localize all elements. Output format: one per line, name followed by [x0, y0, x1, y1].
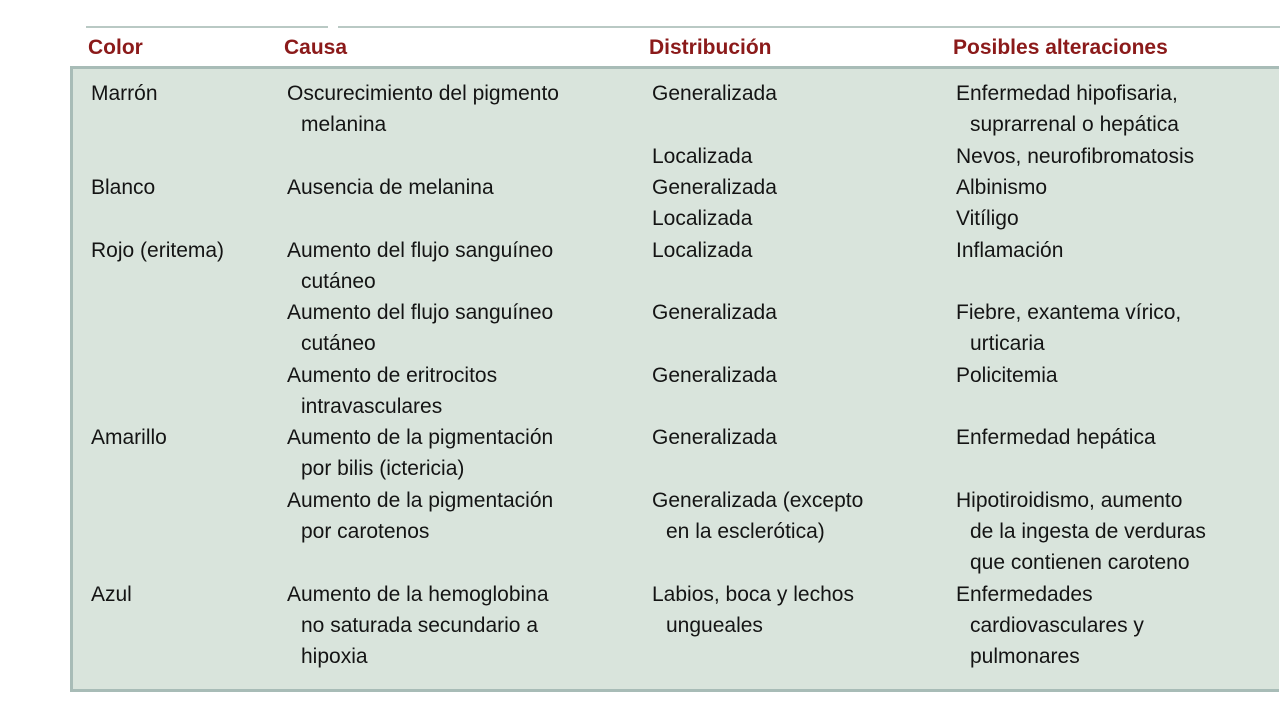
cell-distribucion	[652, 579, 952, 641]
cell-causa	[287, 235, 637, 297]
cell-causa	[287, 579, 637, 672]
cell-line: cutáneo	[301, 332, 376, 356]
cell-line: hipoxia	[301, 644, 368, 668]
cell-line: pulmonares	[970, 644, 1080, 668]
cell-line: por bilis (ictericia)	[301, 457, 465, 481]
cell-alteraciones	[956, 172, 1276, 203]
top-rule	[338, 26, 1280, 28]
cell-line: Vitíligo	[956, 207, 1019, 231]
cell-line: Fiebre, exantema vírico,	[956, 301, 1182, 325]
header-distribucion: Distribución	[649, 36, 772, 59]
cell-alteraciones	[956, 141, 1276, 172]
cell-line: Nevos, neurofibromatosis	[956, 144, 1195, 168]
cell-line: cutáneo	[301, 269, 376, 293]
cell-color	[91, 422, 281, 453]
cell-line: Enfermedades	[956, 582, 1093, 606]
cell-line: Policitemia	[956, 363, 1058, 387]
cell-line: Generalizada	[652, 426, 777, 450]
cell-line: Aumento de la hemoglobina	[287, 582, 549, 606]
cell-line: Aumento del flujo sanguíneo	[287, 301, 554, 325]
cell-line: Generalizada (excepto	[652, 488, 864, 512]
cell-line: Amarillo	[91, 426, 167, 450]
cell-color	[91, 579, 281, 610]
cell-line: Localizada	[652, 207, 753, 231]
cell-line: Generalizada	[652, 301, 777, 325]
header-color: Color	[88, 36, 143, 59]
cell-distribucion	[652, 141, 952, 172]
cell-alteraciones	[956, 579, 1276, 672]
cell-causa	[287, 485, 637, 547]
header-alteraciones: Posibles alteraciones	[953, 36, 1168, 59]
cell-line: Generalizada	[652, 363, 777, 387]
cell-distribucion	[652, 78, 952, 109]
cell-line: Ausencia de melanina	[287, 175, 494, 199]
cell-line: Enfermedad hipofisaria,	[956, 82, 1178, 105]
cell-alteraciones	[956, 297, 1276, 359]
cell-line: por carotenos	[301, 519, 430, 543]
cell-alteraciones	[956, 422, 1276, 453]
cell-line: que contienen caroteno	[970, 550, 1190, 574]
cell-line: urticaria	[970, 332, 1045, 356]
cell-line: Aumento de eritrocitos	[287, 363, 498, 387]
cell-causa	[287, 297, 637, 359]
skin-color-table	[70, 32, 1280, 692]
cell-line: Generalizada	[652, 82, 777, 105]
cell-alteraciones	[956, 235, 1276, 266]
cell-line: en la esclerótica)	[666, 519, 825, 543]
cell-line: Localizada	[652, 144, 753, 168]
cell-distribucion	[652, 422, 952, 453]
cell-line: Aumento de la pigmentación	[287, 426, 554, 450]
cell-line: no saturada secundario a	[301, 613, 538, 637]
cell-line: Localizada	[652, 238, 753, 262]
cell-line: Marrón	[91, 82, 158, 105]
table-body	[70, 66, 1279, 692]
table-header	[70, 32, 1280, 66]
cell-line: Hipotiroidismo, aumento	[956, 488, 1183, 512]
cell-alteraciones	[956, 78, 1276, 140]
cell-line: Rojo (eritema)	[91, 238, 225, 262]
cell-causa	[287, 360, 637, 422]
cell-line: Enfermedad hepática	[956, 426, 1156, 450]
header-causa: Causa	[284, 36, 348, 59]
cell-alteraciones	[956, 360, 1276, 391]
cell-alteraciones	[956, 485, 1276, 578]
cell-distribucion	[652, 235, 952, 266]
cell-color	[91, 78, 281, 109]
cell-line: ungueales	[666, 613, 763, 637]
top-rule	[86, 26, 328, 28]
cell-distribucion	[652, 172, 952, 203]
cell-line: Labios, boca y lechos	[652, 582, 854, 606]
cell-distribucion	[652, 485, 952, 547]
cell-line: Azul	[91, 582, 132, 606]
cell-distribucion	[652, 360, 952, 391]
cell-line: melanina	[301, 113, 387, 136]
cell-distribucion	[652, 203, 952, 234]
cell-line: Inflamación	[956, 238, 1064, 262]
cell-line: Generalizada	[652, 175, 777, 199]
cell-distribucion	[652, 297, 952, 328]
cell-line: cardiovasculares y	[970, 613, 1144, 637]
cell-line: suprarrenal o hepática	[970, 113, 1179, 136]
cell-causa	[287, 78, 637, 140]
cell-line: Aumento del flujo sanguíneo	[287, 238, 554, 262]
cell-color	[91, 172, 281, 203]
cell-causa	[287, 422, 637, 484]
cell-line: de la ingesta de verduras	[970, 519, 1206, 543]
cell-line: Blanco	[91, 175, 156, 199]
cell-color	[91, 235, 281, 266]
cell-line: Albinismo	[956, 175, 1048, 199]
cell-line: Aumento de la pigmentación	[287, 488, 554, 512]
cell-line: Oscurecimiento del pigmento	[287, 82, 559, 105]
cell-causa	[287, 172, 637, 203]
cell-alteraciones	[956, 203, 1276, 234]
cell-line: intravasculares	[301, 394, 443, 418]
